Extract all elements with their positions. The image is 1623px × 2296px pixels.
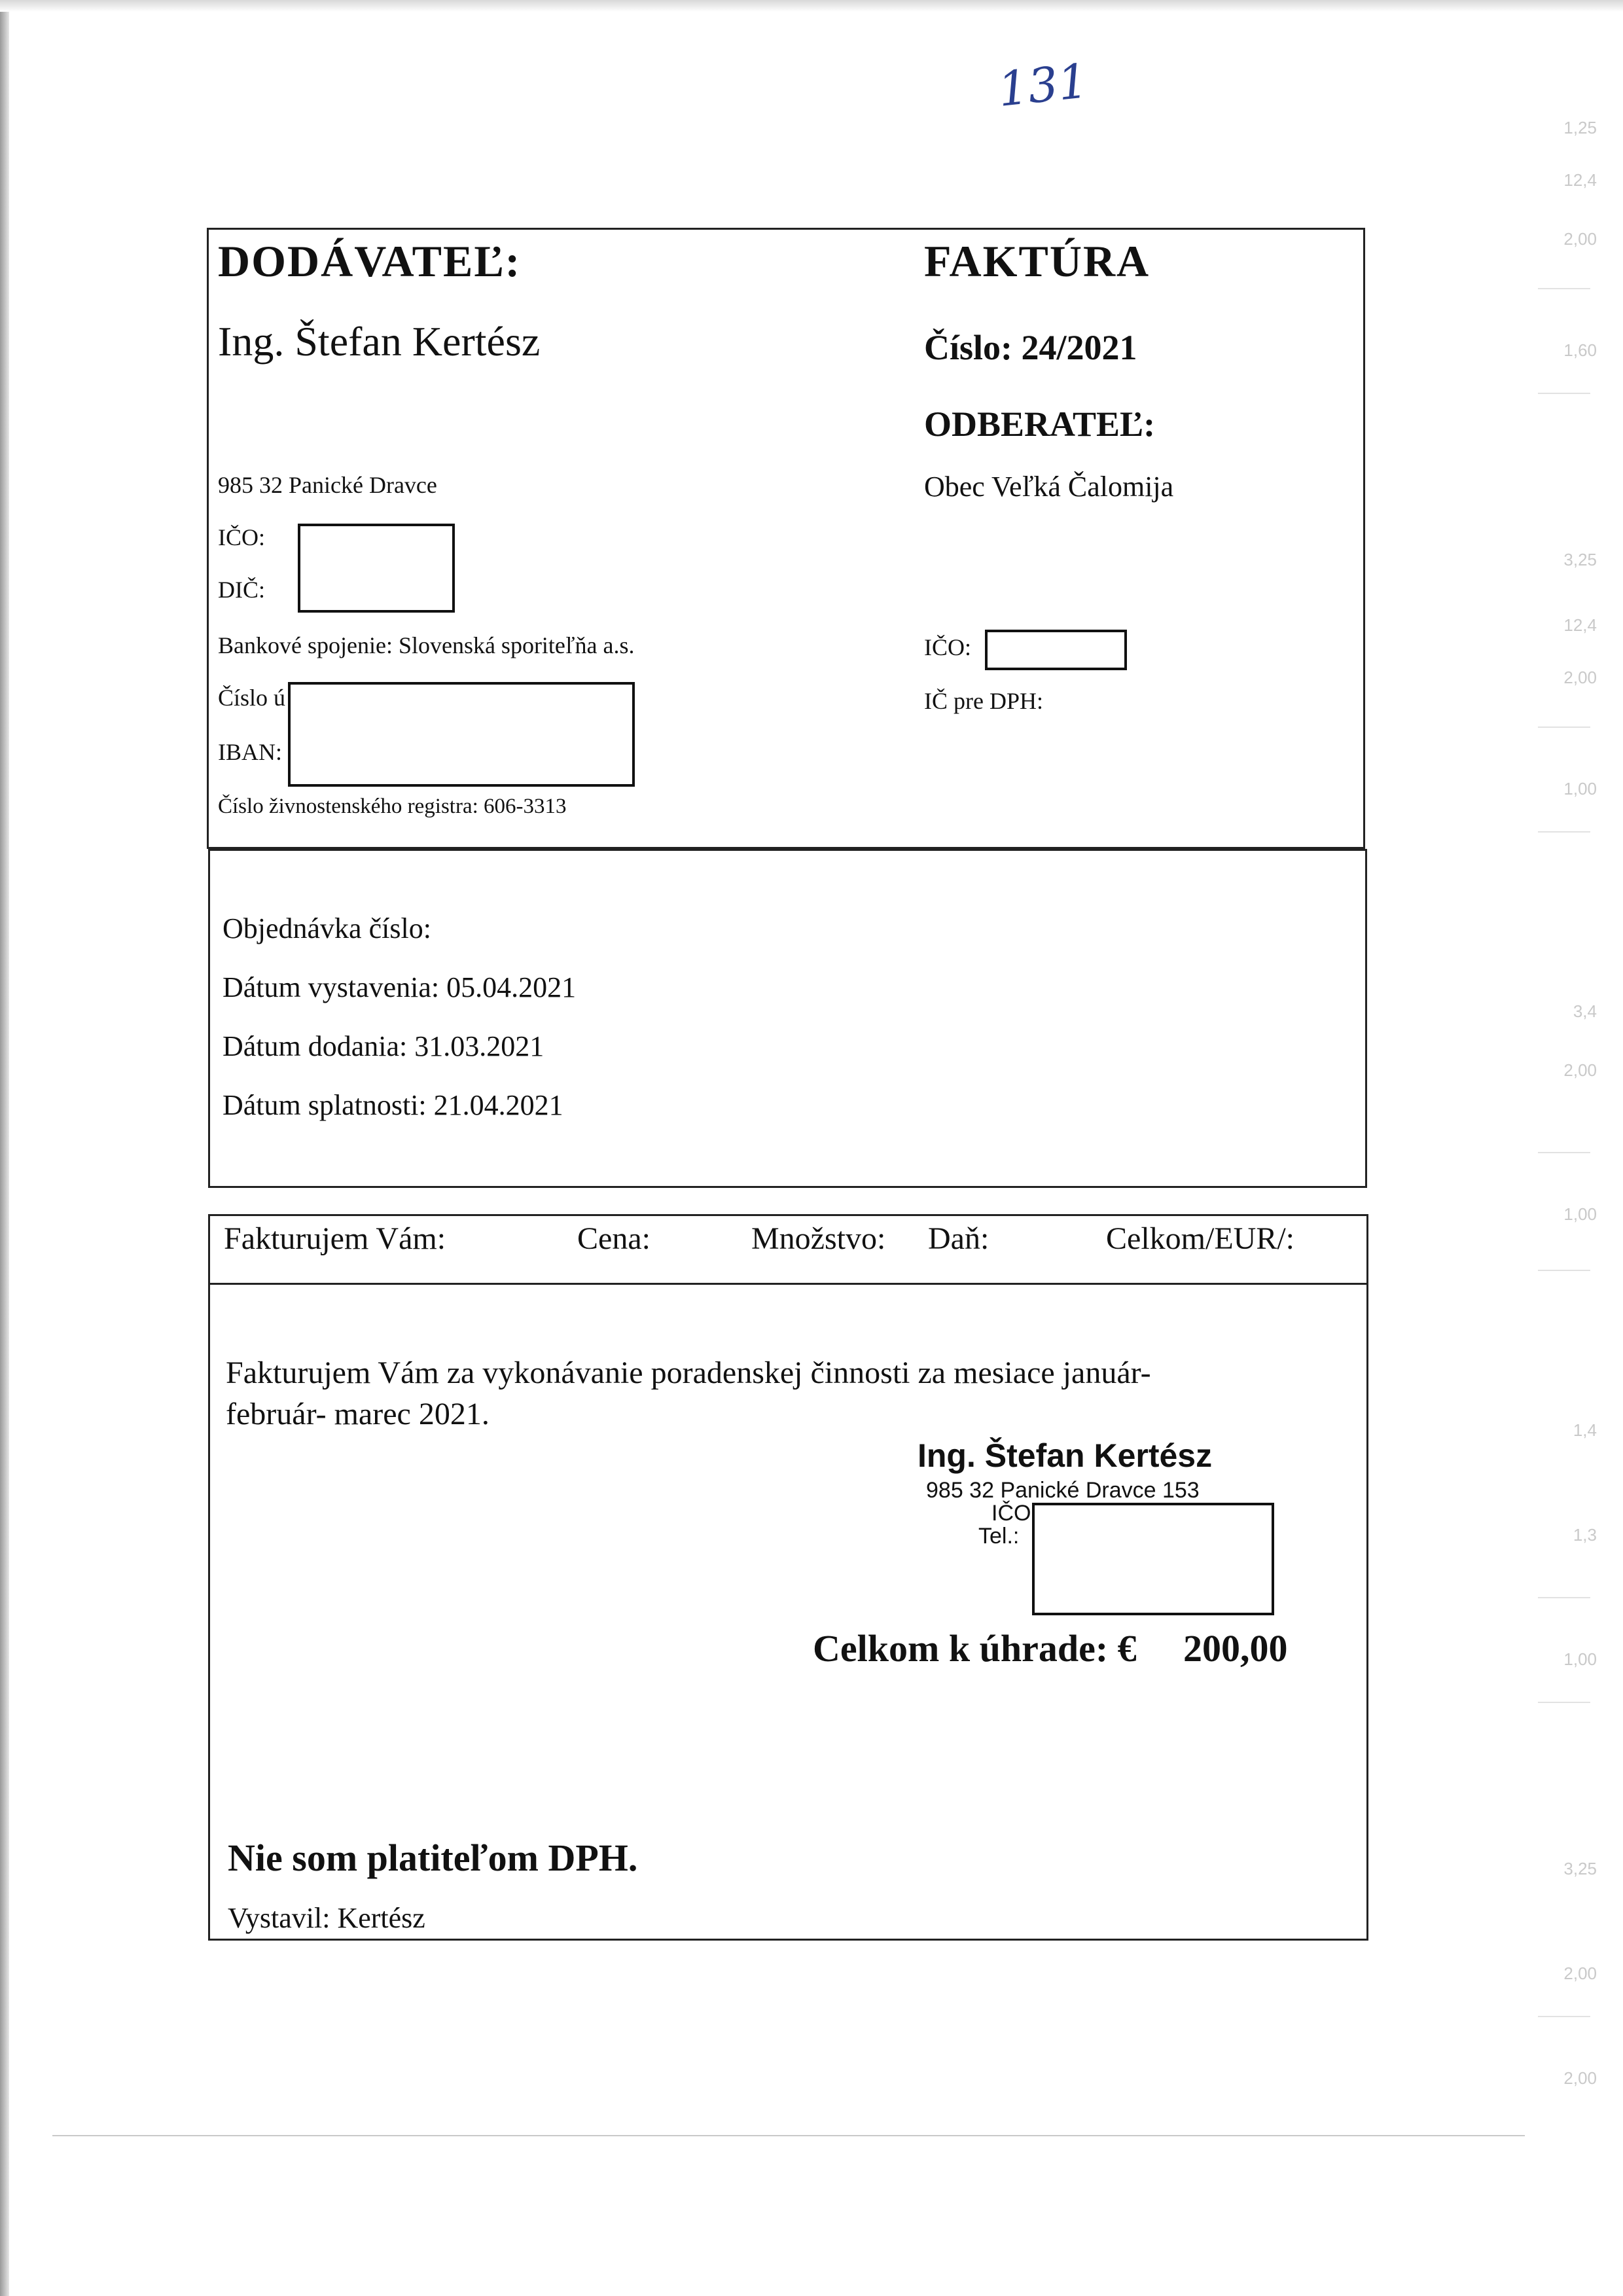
scan-bottom-rule: [52, 2135, 1525, 2136]
supplier-iban-label: IBAN:: [218, 739, 282, 765]
supplier-bank: Bankové spojenie: Slovenská sporiteľňa a.s.: [218, 632, 635, 658]
col-tax: Daň:: [928, 1221, 990, 1256]
issued-by: Vystavil: Kertész: [228, 1902, 425, 1934]
due-date: Dátum splatnosti: 21.04.2021: [223, 1089, 563, 1121]
redaction-box: [1032, 1503, 1274, 1615]
col-quantity: Množstvo:: [751, 1221, 886, 1256]
scan-edge-top: [0, 0, 1623, 12]
invoice-heading: FAKTÚRA: [924, 236, 1150, 286]
supplier-dic-label: DIČ:: [218, 577, 265, 603]
handwritten-page-number: 131: [995, 53, 1091, 117]
total-amount: 200,00: [1183, 1627, 1288, 1670]
customer-heading: ODBERATEĽ:: [924, 404, 1156, 444]
vat-note: Nie som platiteľom DPH.: [228, 1837, 638, 1879]
customer-name: Obec Veľká Čalomija: [924, 471, 1174, 503]
invoice-number: Číslo: 24/2021: [924, 328, 1137, 367]
supplier-heading: DODÁVATEĽ:: [218, 236, 522, 286]
dates-section: [208, 849, 1367, 1188]
col-price: Cena:: [577, 1221, 651, 1256]
stamp-tel: Tel.:: [978, 1524, 1020, 1549]
supplier-name: Ing. Štefan Kertész: [218, 318, 541, 365]
description-line-2: február- marec 2021.: [226, 1397, 490, 1431]
delivery-date: Dátum dodania: 31.03.2021: [223, 1030, 544, 1062]
order-number: Objednávka číslo:: [223, 912, 431, 944]
redaction-box: [288, 682, 635, 787]
supplier-ico-label: IČO:: [218, 524, 265, 550]
stamp-ico: IČO: [991, 1501, 1031, 1526]
supplier-account-label: Číslo ú: [218, 685, 286, 711]
total-label: Celkom k úhrade: €: [813, 1627, 1137, 1670]
trade-register: Číslo živnostenského registra: 606-3313: [218, 795, 567, 818]
customer-ico-label: IČO:: [924, 634, 971, 660]
col-total: Celkom/EUR/:: [1106, 1221, 1294, 1256]
customer-vat-label: IČ pre DPH:: [924, 688, 1043, 714]
redaction-box: [298, 524, 455, 613]
col-description: Fakturujem Vám:: [224, 1221, 446, 1256]
supplier-address: 985 32 Panické Dravce: [218, 472, 437, 498]
issue-date: Dátum vystavenia: 05.04.2021: [223, 971, 577, 1003]
stamp-name: Ing. Štefan Kertész: [918, 1437, 1213, 1474]
redaction-box: [985, 630, 1127, 670]
scan-edge: [0, 0, 9, 2296]
bleed-through-margin: 1,25 12,4 2,00 1,60 3,25 12,4 2,00 1,00 3,4 2,00 1,00 1,4 1,3 1,00 3,25 2,00 2,00: [1427, 39, 1597, 2265]
description-line-1: Fakturujem Vám za vykonávanie poradenskej činnosti za mesiace január-: [226, 1355, 1151, 1390]
stamp-address: 985 32 Panické Dravce 153: [926, 1478, 1200, 1503]
